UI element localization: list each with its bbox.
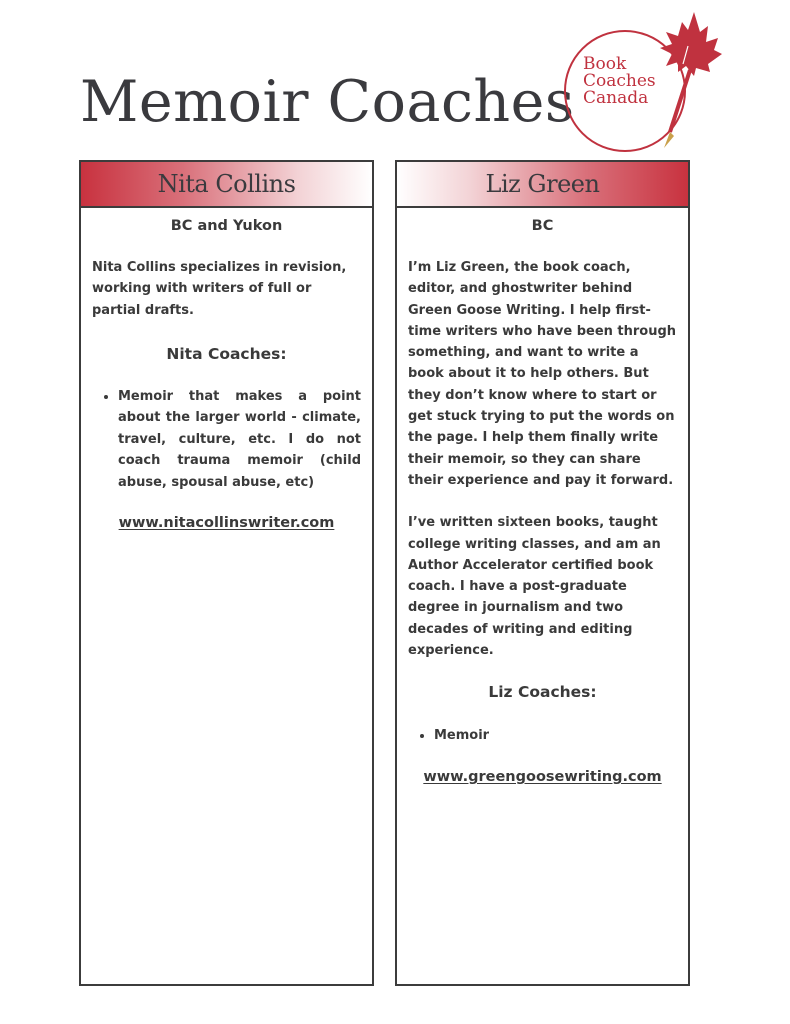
specialties-list [92,386,361,494]
page-title: Memoir Coaches [80,69,575,135]
logo-line-book: Book [583,54,627,74]
specialties-list [408,725,677,747]
logo-line-coaches: Coaches [583,71,656,91]
coaches-heading: Liz Coaches: [488,683,597,702]
coach-bio: I’m Liz Green, the book coach, editor, and ghostwriter behind Green Goose Writing. I help first-time writers who have been through something, and want to write a book about it to help others. But they don’t know where to start or get stuck trying to put the words on the page. I help them finally write their memoir, so they can share their experience and pay it forward. [408,260,677,488]
coach-bio-credentials: I’ve written sixteen books, taught college writing classes, and am an Author Accelerator certified book coach. I have a post-graduate degree in journalism and two decades of writing and editing experience. [408,515,661,659]
book-coaches-canada-logo [558,6,728,156]
logo-line-canada: Canada [583,88,649,108]
coach-card-liz-green [395,160,690,986]
specialty-item: • Memoir that makes a point about the larger world - climate, travel, culture, etc. I do not coach trauma memoir (child abuse, spousal abuse, etc) [118,386,361,494]
coaches-heading: Nita Coaches: [166,344,287,363]
logo-text [583,56,656,107]
coach-region: BC and Yukon [170,218,283,234]
specialty-item: • Memoir [434,725,677,747]
coach-name-header: Liz Green [397,162,688,208]
coach-website-link[interactable]: www.nitacollinswriter.com [118,515,335,532]
coach-region: BC [531,218,554,234]
coach-card-nita-collins [79,160,374,986]
coach-website-link[interactable]: www.greengoosewriting.com [423,768,662,785]
coach-bio: Nita Collins specializes in revision, working with writers of full or partial drafts. [92,260,347,318]
coach-name-header: Nita Collins [81,162,372,208]
